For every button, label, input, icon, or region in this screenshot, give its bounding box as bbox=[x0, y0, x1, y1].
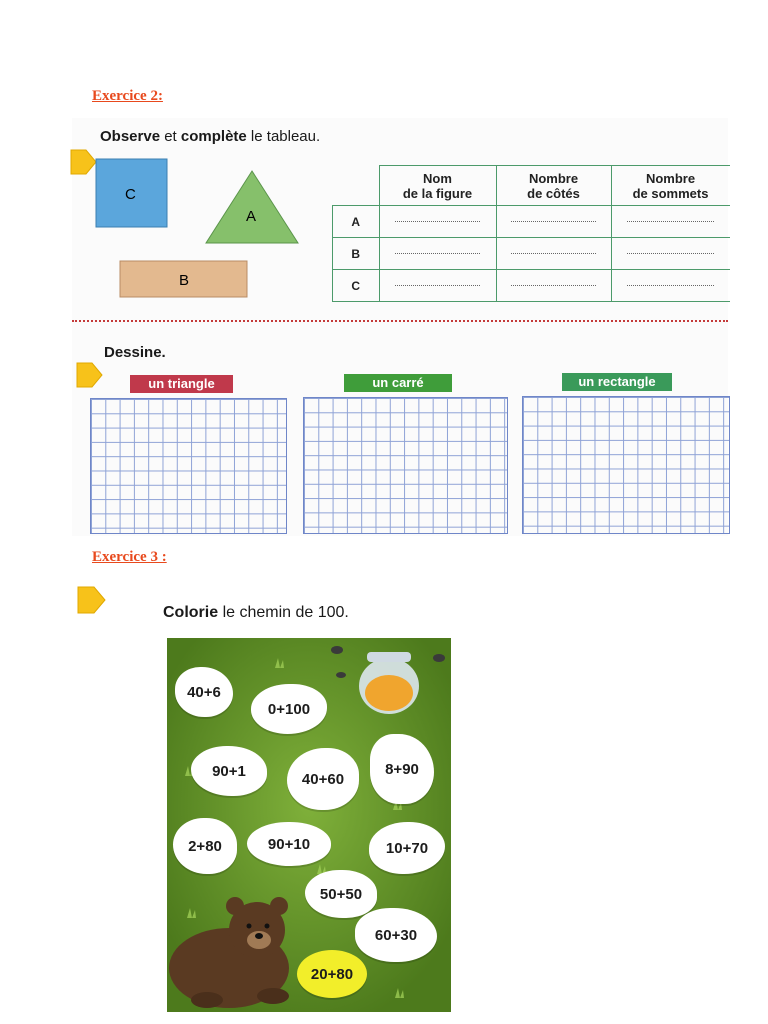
shapes-figure bbox=[90, 155, 310, 305]
path-stone[interactable]: 10+70 bbox=[369, 822, 445, 874]
drawing-grid-square[interactable] bbox=[303, 397, 508, 534]
path-game-board bbox=[167, 638, 451, 1012]
shape-letter-c: C bbox=[125, 186, 136, 203]
label-square: un carré bbox=[344, 374, 452, 392]
answer-cell[interactable] bbox=[611, 206, 730, 238]
path-stone[interactable]: 0+100 bbox=[251, 684, 327, 734]
drawing-grid-triangle[interactable] bbox=[90, 398, 287, 534]
exercise-2-instruction: Observe et complète le tableau. bbox=[100, 128, 321, 145]
table-row-label: A bbox=[333, 206, 380, 238]
label-rectangle: un rectangle bbox=[562, 373, 672, 391]
label-triangle: un triangle bbox=[130, 375, 233, 393]
exercise-3-title: Exercice 3 : bbox=[92, 549, 167, 565]
exercise-3-instruction: Colorie le chemin de 100. bbox=[163, 604, 349, 621]
exercise-2-title: Exercice 2: bbox=[92, 88, 163, 104]
table-row-label: C bbox=[333, 270, 380, 302]
path-stone[interactable]: 2+80 bbox=[173, 818, 237, 874]
table-corner bbox=[333, 166, 380, 206]
shape-letter-b: B bbox=[179, 272, 190, 289]
triangle-shape bbox=[206, 171, 298, 243]
drawing-grid-rectangle[interactable] bbox=[522, 396, 730, 534]
table-row-label: B bbox=[333, 238, 380, 270]
answer-cell[interactable] bbox=[496, 206, 611, 238]
answer-cell[interactable] bbox=[611, 270, 730, 302]
path-stone-highlighted[interactable]: 20+80 bbox=[297, 950, 367, 998]
table-header-name: Nom de la figure bbox=[379, 166, 496, 206]
answer-cell[interactable] bbox=[379, 270, 496, 302]
exercise-marker-icon bbox=[77, 585, 107, 615]
path-stone[interactable]: 40+60 bbox=[287, 748, 359, 810]
answer-cell[interactable] bbox=[496, 238, 611, 270]
path-stone[interactable]: 50+50 bbox=[305, 870, 377, 918]
draw-instruction: Dessine. bbox=[104, 344, 166, 361]
answer-cell[interactable] bbox=[379, 238, 496, 270]
exercise-marker-icon bbox=[76, 361, 104, 389]
figures-table bbox=[332, 165, 730, 302]
path-stone[interactable]: 90+1 bbox=[191, 746, 267, 796]
answer-cell[interactable] bbox=[496, 270, 611, 302]
path-stone[interactable]: 40+6 bbox=[175, 667, 233, 717]
path-stone[interactable]: 90+10 bbox=[247, 822, 331, 866]
path-stone[interactable]: 60+30 bbox=[355, 908, 437, 962]
answer-cell[interactable] bbox=[379, 206, 496, 238]
answer-cell[interactable] bbox=[611, 238, 730, 270]
table-header-sides: Nombre de côtés bbox=[496, 166, 611, 206]
path-stone[interactable]: 8+90 bbox=[370, 734, 434, 804]
table-header-vertices: Nombre de sommets bbox=[611, 166, 730, 206]
dotted-separator bbox=[72, 320, 728, 322]
shape-letter-a: A bbox=[246, 208, 257, 225]
